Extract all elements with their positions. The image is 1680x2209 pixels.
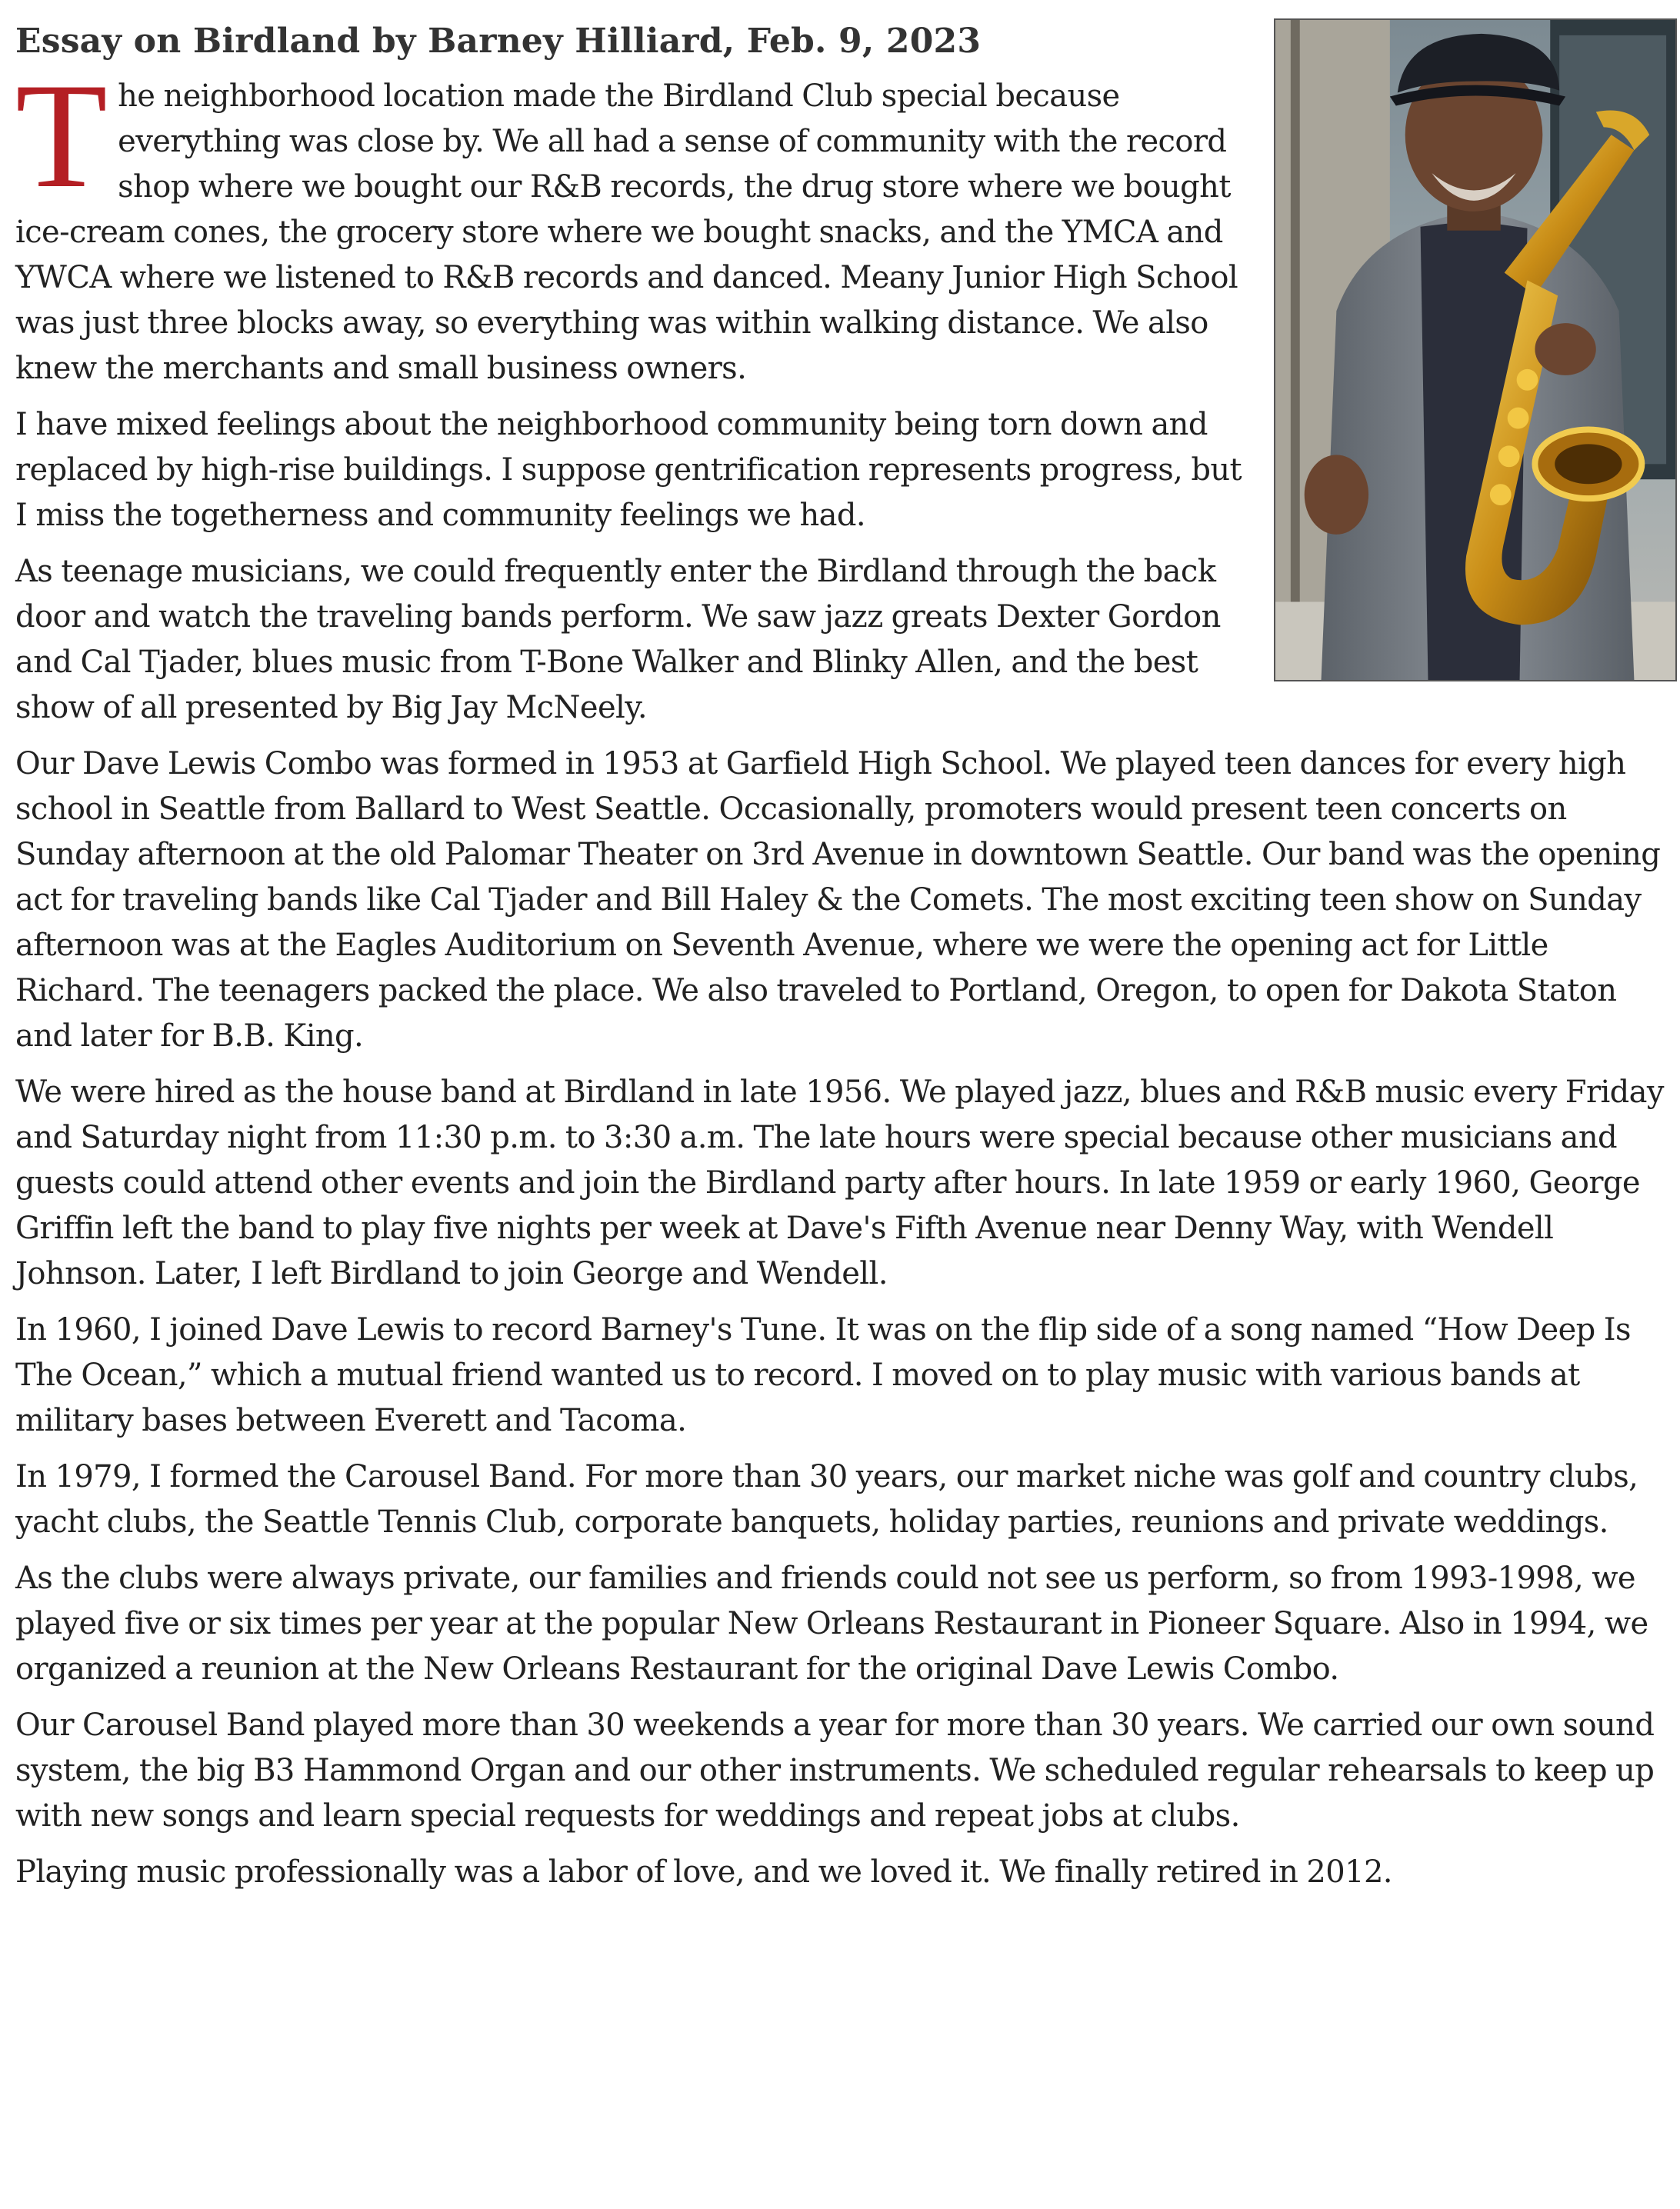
paragraph-4: Our Dave Lewis Combo was formed in 1953 at Garfield High School. We played teen dances for every high school in Seattle from Ballard to West Seattle. Occasionally, promoters would present teen concerts on Sunday afternoon at the old Palomar Theater on 3rd Avenue in downtown Seattle. Our band was the opening act for traveling bands like Cal Tjader and Bill Haley & the Comets. The most exciting teen show on Sunday afternoon was at the Eagles Auditorium on Seventh Avenue, where we were the opening act for Little Richard. The teenagers packed the place. We also traveled to Portland, Oregon, to open for Dakota Staton and later for B.B. King. (15, 746, 1661, 1054)
paragraph-7: In 1979, I formed the Carousel Band. For more than 30 years, our market niche was golf and country clubs, yacht clubs, the Seattle Tennis Club, corporate banquets, holiday parties, reunions and private weddings. (15, 1459, 1638, 1540)
essay-page (15, 17, 1668, 1906)
paragraph-5: We were hired as the house band at Birdland in late 1956. We played jazz, blues and R&B music every Friday and Saturday night from 11:30 p.m. to 3:30 a.m. The late hours were special because other musicians and guests could attend other events and join the Birdland party after hours. In late 1959 or early 1960, George Griffin left the band to play five nights per week at Dave's Fifth Avenue near Denny Way, with Wendell Johnson. Later, I left Birdland to join George and Wendell. (15, 1075, 1664, 1291)
paragraph-6: In 1960, I joined Dave Lewis to record Barney's Tune. It was on the flip side of a song named “How Deep Is The Ocean,” which a mutual friend wanted us to record. I moved on to play music with various bands at military bases between Everett and Tacoma. (15, 1312, 1631, 1438)
paragraph-2: I have mixed feelings about the neighborhood community being torn down and replaced by high-rise buildings. I suppose gentrification represents progress, but I miss the togetherness and community feelings we had. (15, 407, 1242, 533)
paragraph-9: Our Carousel Band played more than 30 weekends a year for more than 30 years. We carried our own sound system, the big B3 Hammond Organ and our other instruments. We scheduled regular rehearsals to keep up with new songs and learn special requests for weddings and repeat jobs at clubs. (15, 1708, 1655, 1834)
paragraph-1-text: he neighborhood location made the Birdland Club special because everything was close by. We all had a sense of community with the record shop where we bought our R&B records, the drug store where we bought ice-cream cones, the grocery store where we bought snacks, and the YMCA and YWCA where we listened to R&B records and danced. Meany Junior High School was just three blocks away, so everything was within walking distance. We also knew the merchants and small business owners. (15, 78, 1238, 386)
paragraph-3: As teenage musicians, we could frequently enter the Birdland through the back door and watch the traveling bands perform. We saw jazz greats Dexter Gordon and Cal Tjader, blues music from T-Bone Walker and Blinky Allen, and the best show of all presented by Big Jay McNeely. (15, 554, 1221, 725)
paragraph-8: As the clubs were always private, our families and friends could not see us perform, so from 1993-1998, we played five or six times per year at the popular New Orleans Restaurant in Pioneer Square. Also in 1994, we organized a reunion at the New Orleans Restaurant for the original Dave Lewis Combo. (15, 1561, 1648, 1687)
drop-cap: T (15, 52, 108, 219)
paragraph-10: Playing music professionally was a labor of love, and we loved it. We finally retired in 2012. (15, 1854, 1392, 1890)
essay-title: Essay on Birdland by Barney Hilliard, Feb. 9, 2023 (15, 22, 982, 61)
saxophonist-photo (1274, 18, 1677, 681)
